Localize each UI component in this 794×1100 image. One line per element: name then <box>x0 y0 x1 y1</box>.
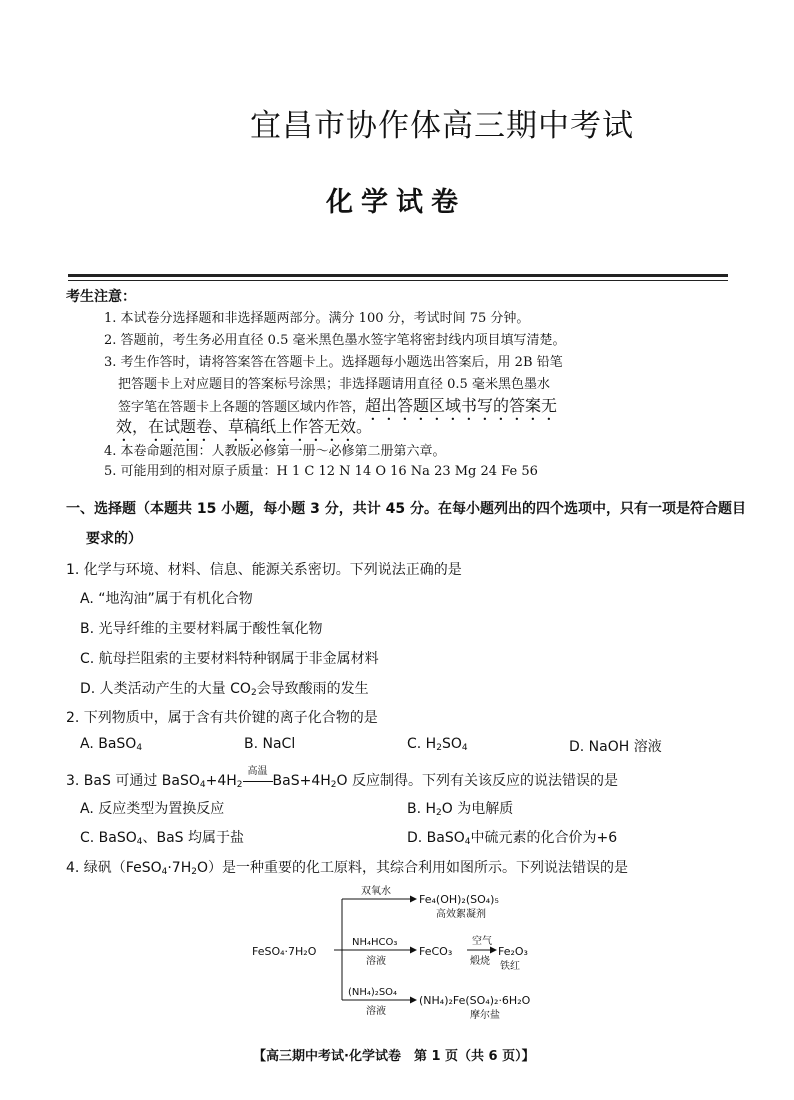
branch-1-name: 高效絮凝剂 <box>436 909 486 920</box>
branch-3-product: (NH₄)₂Fe(SO₄)₂·6H₂O <box>419 994 531 1007</box>
header-rule-thick <box>68 274 728 277</box>
question-1-option-c: C. 航母拦阻索的主要材料特种钢属于非金属材料 <box>80 651 379 667</box>
notice-item-4: 4. 本卷命题范围：人教版必修第一册～必修第二册第六章。 <box>104 444 446 459</box>
reaction-condition: 高温 <box>243 773 273 789</box>
branch-2b-condition: 煅烧 <box>470 956 490 967</box>
question-2-option-a: A. BaSO$_4$ <box>80 736 143 753</box>
notice-item-2: 2. 答题前，考生务必用直径 0.5 毫米黑色墨水签字笔将密封线内项目填写清楚。 <box>104 333 566 348</box>
branch-2-product: Fe₂O₃ <box>498 945 528 958</box>
question-3-stem: 3. BaS 可通过 $BaSO_4+4H_2$ 高温 $BaS+4H_2O$ 反应制得。下列有关该反应的说法错误的是 <box>66 766 618 790</box>
diagram-start: FeSO₄·7H₂O <box>252 945 317 958</box>
section-1-heading-line-1: 一、选择题（本题共 15 小题，每小题 3 分，共计 45 分。在每小题列出的四个选项中，只有一项是符合题目 <box>66 501 746 517</box>
question-1-option-b: B. 光导纤维的主要材料属于酸性氧化物 <box>80 621 323 637</box>
question-3-option-a: A. 反应类型为置换反应 <box>80 801 225 817</box>
notice-item-3-line-1: 3. 考生作答时，请将答案答在答题卡上。选择题每小题选出答案后，用 2B 铅笔 <box>104 355 563 370</box>
notice-item-3-line-2: 把答题卡上对应题目的答案标号涂黑；非选择题请用直径 0.5 毫米黑色墨水 <box>118 377 550 392</box>
question-1-option-d: D. 人类活动产生的大量 $CO_2$会导致酸雨的发生 <box>80 681 369 698</box>
exam-title: 宜昌市协作体高三期中考试 <box>250 108 634 144</box>
question-3-option-c: C. BaSO$_4$、BaS 均属于盐 <box>80 830 245 847</box>
branch-3-reagent: (NH₄)₂SO₄ <box>348 987 398 998</box>
branch-2-reagent: NH₄HCO₃ <box>352 937 398 948</box>
question-4-stem: 4. 绿矾$(FeSO_4\cdot 7H_2O)$是一种重要的化工原料，其综合利用如图所示。下列说法错误的是 <box>66 860 629 877</box>
branch-1-product: Fe₄(OH)₂(SO₄)₅ <box>419 893 499 906</box>
page-footer: 【高三期中考试·化学试卷 第 1 页（共 6 页）】 <box>253 1049 535 1064</box>
branch-2b-reagent: 空气 <box>472 936 492 947</box>
branch-2-intermediate: FeCO₃ <box>419 945 453 958</box>
exam-subtitle: 化学试卷 <box>326 187 466 218</box>
question-2-stem: 2. 下列物质中，属于含有共价键的离子化合物的是 <box>66 710 378 726</box>
branch-1-reagent: 双氧水 <box>361 886 391 897</box>
header-rule-thin <box>68 280 728 281</box>
notice-item-5: 5. 可能用到的相对原子质量：H 1 C 12 N 14 O 16 Na 23 Mg 24 Fe 56 <box>104 464 538 479</box>
question-2-option-c: C. $H_2SO_4$ <box>407 736 468 753</box>
branch-2-reagent-form: 溶液 <box>366 956 386 967</box>
branch-3-name: 摩尔盐 <box>470 1010 500 1021</box>
branch-2-name: 铁红 <box>500 961 520 972</box>
notice-item-1: 1. 本试卷分选择题和非选择题两部分。满分 100 分，考试时间 75 分钟。 <box>104 311 530 326</box>
notice-item-3-line-3-normal: 签字笔在答题卡上各题的答题区域内作答， <box>118 400 366 415</box>
section-1-heading-line-2: 要求的） <box>86 531 142 547</box>
question-2-option-d: D. NaOH 溶液 <box>569 739 662 755</box>
question-3-option-b: B. $H_2O$ 为电解质 <box>407 801 514 818</box>
branch-3-reagent-form: 溶液 <box>366 1006 386 1017</box>
notice-heading: 考生注意： <box>66 289 136 305</box>
question-1-option-a: A. “地沟油”属于有机化合物 <box>80 591 253 607</box>
question-1-stem: 1. 化学与环境、材料、信息、能源关系密切。下列说法正确的是 <box>66 562 462 578</box>
question-3-option-d: D. BaSO$_4$中硫元素的化合价为+6 <box>407 830 618 847</box>
notice-item-3-emphasis: 超出答题区域书写的答案无 <box>365 396 558 415</box>
question-2-option-b: B. NaCl <box>244 736 296 752</box>
notice-item-3-line-4: 效，在试题卷、草稿纸上作答无效。 <box>116 417 373 436</box>
